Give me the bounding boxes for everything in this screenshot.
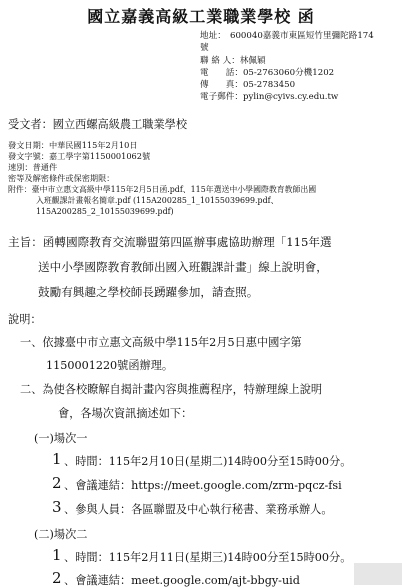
issue-date: 發文日期：中華民國115年2月10日 xyxy=(8,140,138,150)
explanation-item-2-line-2: 會，各場次資訊摘述如下： xyxy=(58,407,193,420)
session-2-row-2-number: 2 xyxy=(52,569,62,587)
session-2-row-1-number: 1 xyxy=(52,546,62,564)
attachment-line-2: 入班觀課計畫報名簡章.pdf (115A200285_1_10155039699.pdf、 xyxy=(36,196,279,205)
explanation-item-1-line-1: 一、依據臺中市立惠文高級中學115年2月5日惠中國字第 xyxy=(20,336,302,349)
issue-number: 發文字號：嘉工學字第1150001062號 xyxy=(8,151,151,161)
session-1-row-3-number: 3 xyxy=(52,498,62,516)
subject-line-3: 鼓勵有興趣之學校師長踴躍參加，請查照。 xyxy=(38,285,259,299)
document-title: 國立嘉義高級工業職業學校 函 xyxy=(87,7,315,26)
security-level: 密等及解密條件或保密期限： xyxy=(8,173,115,183)
session-1-row-1-text: 、時間：115年2月10日(星期二)14時00分至15時00分。 xyxy=(64,455,352,468)
delivery-speed: 速別：普通件 xyxy=(8,162,58,172)
subject-line-1: 主旨：函轉國際教育交流聯盟第四區辦事處協助辦理「115年選 xyxy=(8,235,332,249)
session-1-row-2-text: 、會議連結：https://meet.google.com/zrm-pqcz-fsi xyxy=(64,479,342,492)
address-line-1: 600040嘉義市東區短竹里彌陀路174 xyxy=(230,31,374,41)
contact-person: 聯 絡 人：林佩穎 xyxy=(200,56,266,66)
session-1-heading: (一)場次一 xyxy=(34,432,88,445)
session-2-heading: (二)場次二 xyxy=(34,528,88,541)
contact-email: 電子郵件：pylin@cyivs.cy.edu.tw xyxy=(200,92,339,102)
address-line-2: 號 xyxy=(200,43,209,53)
session-1-row-3-text: 、參與人員：各區聯盟及中心執行秘書、業務承辦人。 xyxy=(64,503,333,516)
corner-mark xyxy=(354,563,402,585)
session-2-row-1-text: 、時間：115年2月11日(星期三)14時00分至15時00分。 xyxy=(64,551,352,564)
session-1-row-1-number: 1 xyxy=(52,450,62,468)
explanation-item-2-line-1: 二、為使各校瞭解自揭計畫內容與推薦程序，特辦理線上說明 xyxy=(20,383,323,396)
attachment-line-1: 附件：臺中市立惠文高級中學115年2月5日函.pdf、115年選送中小學國際教育教師出國 xyxy=(8,185,317,194)
attachment-line-3: 115A200285_2_10155039699.pdf) xyxy=(36,207,174,216)
session-2-row-2-text: 、會議連結：meet.google.com/ajt-bbgy-uid xyxy=(64,574,300,587)
contact-phone: 電 話：05-2763060分機1202 xyxy=(200,68,335,78)
explanation-label: 說明： xyxy=(8,313,42,326)
contact-fax: 傳 真：05-2783450 xyxy=(200,80,296,90)
subject-line-2: 送中小學國際教育教師出國入班觀課計畫」線上說明會， xyxy=(38,260,328,274)
explanation-item-1-line-2: 1150001220號函辦理。 xyxy=(46,359,174,372)
address: 地址： xyxy=(200,31,226,41)
session-1-row-2-number: 2 xyxy=(52,474,62,492)
recipient: 受文者：國立西螺高級農工職業學校 xyxy=(8,118,188,131)
